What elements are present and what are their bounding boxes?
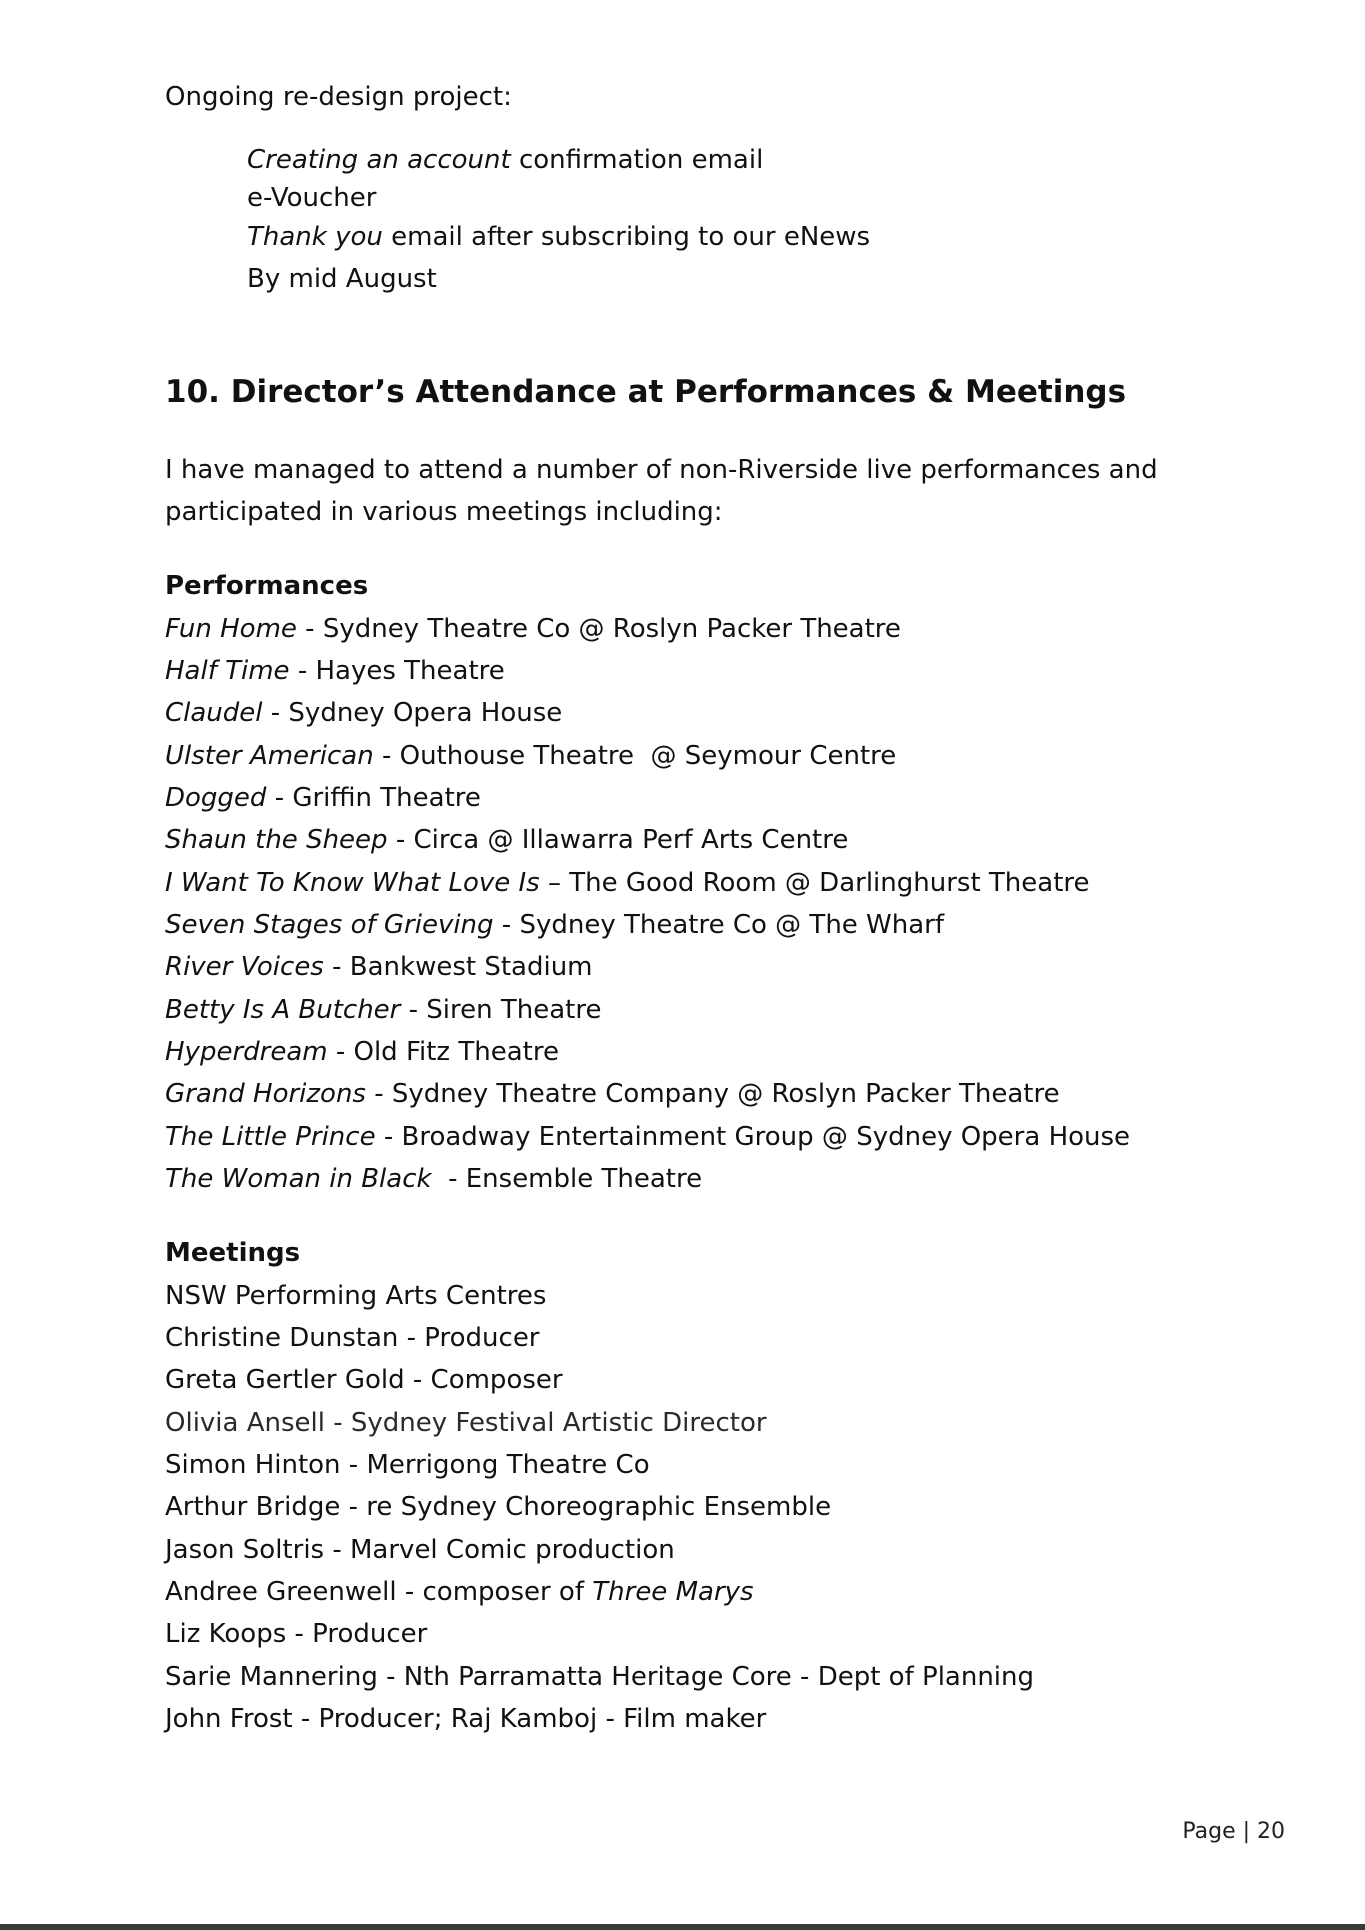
performance-venue: - Broadway Entertainment Group @ Sydney Opera House: [375, 1122, 1131, 1152]
performance-item: [165, 1077, 1060, 1111]
meeting-text: NSW Performing Arts Centres: [165, 1281, 547, 1311]
meeting-text: Sarie Mannering - Nth Parramatta Heritage Core - Dept of Planning: [165, 1662, 1035, 1692]
performance-title: I Want To Know What Love Is: [165, 868, 540, 898]
performance-venue: - Sydney Theatre Co @ The Wharf: [493, 910, 945, 940]
performance-venue: - Circa @ Illawarra Perf Arts Centre: [387, 825, 849, 855]
performance-item: [165, 993, 601, 1027]
redesign-item-text: confirmation email: [510, 145, 764, 175]
performance-item: [165, 654, 505, 688]
redesign-item-text: email after subscribing to our eNews: [382, 222, 871, 252]
performance-venue: - Sydney Theatre Company @ Roslyn Packer Theatre: [365, 1079, 1060, 1109]
performances-title: Performances: [165, 571, 369, 601]
performance-venue: - Outhouse Theatre @ Seymour Centre: [373, 741, 897, 771]
performance-item: [165, 739, 896, 773]
meetings-title: Meetings: [165, 1238, 301, 1268]
meeting-text: Andree Greenwell - composer of: [165, 1577, 593, 1607]
performance-title: River Voices: [165, 952, 324, 982]
performance-item: [165, 1120, 1130, 1154]
redesign-item-emphasis: Creating an account: [247, 145, 511, 175]
performance-title: Shaun the Sheep: [165, 825, 388, 855]
redesign-item-text: By mid August: [247, 264, 437, 294]
redesign-item: [247, 181, 376, 215]
performance-venue: - Siren Theatre: [400, 995, 602, 1025]
redesign-intro: Ongoing re-design project:: [165, 82, 512, 112]
section-heading: 10. Director’s Attendance at Performances & Meetings: [165, 374, 1127, 410]
section-paragraph-line: participated in various meetings including:: [165, 497, 723, 527]
performance-item: [165, 1162, 702, 1196]
section-paragraph-line: I have managed to attend a number of non-Riverside live performances and: [165, 455, 1158, 485]
performance-venue: – The Good Room @ Darlinghurst Theatre: [539, 868, 1090, 898]
performance-item: [165, 781, 481, 815]
performance-item: [165, 612, 901, 646]
meeting-item: [165, 1406, 767, 1440]
performance-item: [165, 908, 944, 942]
meeting-emphasis: Three Marys: [592, 1577, 754, 1607]
performance-title: Grand Horizons: [165, 1079, 366, 1109]
meeting-text: Simon Hinton - Merrigong Theatre Co: [165, 1450, 650, 1480]
performance-title: Betty Is A Butcher: [165, 995, 401, 1025]
performance-item: [165, 1035, 559, 1069]
performance-venue: - Sydney Theatre Co @ Roslyn Packer Theatre: [296, 614, 901, 644]
performance-venue: - Old Fitz Theatre: [327, 1037, 559, 1067]
redesign-item: [247, 262, 437, 296]
meeting-text: Greta Gertler Gold - Composer: [165, 1365, 563, 1395]
meeting-text: Olivia Ansell - Sydney Festival Artistic Director: [165, 1408, 767, 1438]
page-number: Page | 20: [1182, 1819, 1285, 1844]
performance-venue: - Hayes Theatre: [289, 656, 505, 686]
performance-venue: - Griffin Theatre: [266, 783, 481, 813]
meeting-text: Christine Dunstan - Producer: [165, 1323, 540, 1353]
meeting-item: [165, 1575, 754, 1609]
meeting-item: [165, 1448, 650, 1482]
meeting-item: [165, 1363, 563, 1397]
redesign-item-emphasis: Thank you: [247, 222, 383, 252]
meeting-item: [165, 1490, 831, 1524]
meeting-item: [165, 1702, 766, 1736]
performance-title: Hyperdream: [165, 1037, 328, 1067]
performance-title: Fun Home: [165, 614, 297, 644]
meeting-item: [165, 1617, 427, 1651]
meeting-text: Jason Soltris - Marvel Comic production: [165, 1535, 675, 1565]
performance-title: The Little Prince: [165, 1122, 376, 1152]
bottom-border: [0, 1924, 1365, 1930]
performance-item: [165, 950, 593, 984]
performance-title: Ulster American: [165, 741, 374, 771]
performance-item: [165, 823, 848, 857]
redesign-item: [247, 143, 763, 177]
redesign-item: [247, 220, 870, 254]
performance-venue: - Bankwest Stadium: [323, 952, 593, 982]
performance-venue: - Ensemble Theatre: [431, 1164, 703, 1194]
performance-venue: - Sydney Opera House: [262, 698, 563, 728]
meeting-text: John Frost - Producer; Raj Kamboj - Film maker: [165, 1704, 767, 1734]
performance-title: Seven Stages of Grieving: [165, 910, 494, 940]
performance-title: Claudel: [165, 698, 263, 728]
meeting-item: [165, 1660, 1034, 1694]
meeting-item: [165, 1279, 546, 1313]
meeting-item: [165, 1321, 540, 1355]
performance-title: Half Time: [165, 656, 290, 686]
meeting-item: [165, 1533, 675, 1567]
meeting-text: Liz Koops - Producer: [165, 1619, 428, 1649]
performance-item: [165, 866, 1090, 900]
performance-item: [165, 696, 562, 730]
redesign-item-text: e-Voucher: [247, 183, 377, 213]
meeting-text: Arthur Bridge - re Sydney Choreographic Ensemble: [165, 1492, 832, 1522]
performance-title: The Woman in Black: [165, 1164, 432, 1194]
performance-title: Dogged: [165, 783, 267, 813]
